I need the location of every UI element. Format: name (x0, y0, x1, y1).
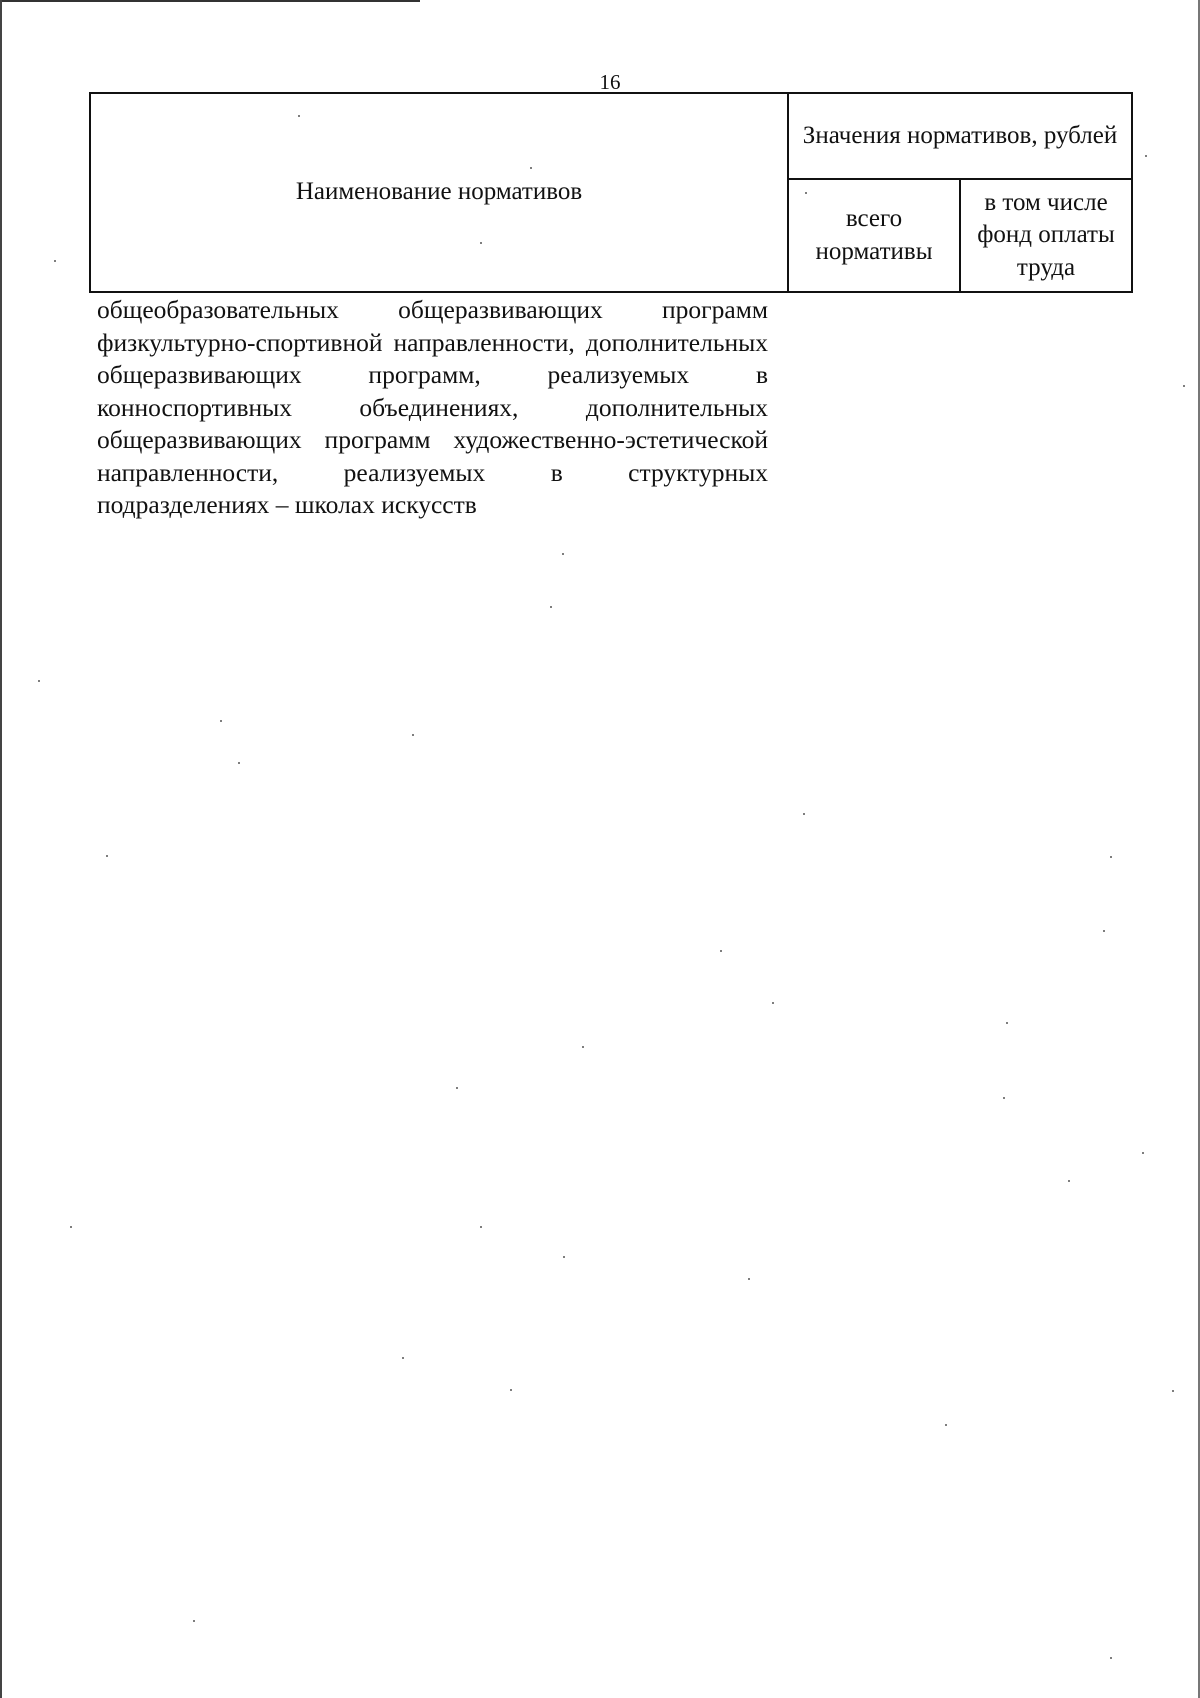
normative-name-text: общеобразовательных общеразвивающих программ физкультурно-спортивной направленности, дополнительных общеразвивающих программ, реализуемых в конноспортивных объединениях, дополнительных общеразвивающих программ художественно-эстетической направленности, реализуемых в структурных подразделениях – школах искусств (97, 295, 768, 519)
page-number: 16 (599, 70, 621, 94)
header-name-cell: Наименование нормативов (90, 93, 788, 292)
normative-header-table (89, 92, 1133, 293)
scan-edge-top (0, 0, 420, 2)
scan-edge-left (0, 0, 2, 1698)
header-total-cell: всего нормативы (788, 179, 960, 292)
header-values-cell: Значения нормативов, рублей (788, 93, 1132, 179)
header-wage-fund-cell: в том числе фонд оплаты труда (960, 179, 1132, 292)
